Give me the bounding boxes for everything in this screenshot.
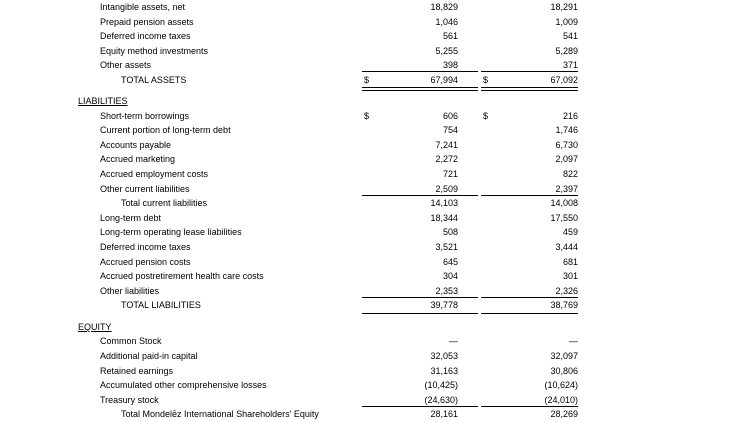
value-col2: — [569, 336, 578, 347]
value-col2: 6,730 [555, 139, 578, 150]
section-header [0, 94, 746, 109]
section-header [0, 320, 746, 335]
subtotal-rule [362, 313, 478, 314]
value-col1: 39,778 [430, 300, 458, 311]
currency-symbol: $ [483, 75, 489, 85]
row-label: Treasury stock [100, 394, 159, 405]
value-col1: 28,161 [430, 409, 458, 419]
table-row [0, 44, 746, 59]
row-label: Accrued employment costs [100, 169, 209, 179]
table-row [0, 196, 746, 211]
currency-symbol: $ [364, 75, 370, 85]
currency-symbol: $ [364, 110, 370, 121]
value-col1: 508 [442, 227, 458, 238]
subtotal-label: Total Mondelēz International Shareholders' Equity [121, 409, 319, 419]
row-label: Accrued pension costs [100, 256, 191, 267]
table-row [0, 269, 746, 284]
table-row [0, 378, 746, 393]
table-row [0, 0, 746, 15]
subtotal-label: Total current liabilities [121, 198, 208, 209]
value-col2: 1,746 [555, 125, 578, 136]
value-col2: 38,769 [550, 300, 578, 311]
value-col1: 754 [442, 125, 458, 136]
row-label: Deferred income taxes [100, 31, 191, 42]
value-col1: 18,344 [430, 212, 458, 223]
value-col1: 2,509 [435, 183, 458, 194]
value-col2: 14,008 [550, 198, 578, 209]
value-col2: 371 [562, 60, 578, 71]
total-double-rule [481, 87, 578, 91]
table-row [0, 407, 746, 422]
value-col2: 28,269 [550, 409, 578, 419]
value-col2: 67,092 [550, 75, 578, 85]
row-label: Accrued postretirement health care costs [100, 271, 264, 282]
value-col2: 459 [562, 227, 578, 238]
value-col1: 304 [442, 271, 458, 282]
value-col2: 541 [562, 31, 578, 42]
value-col2: 30,806 [550, 365, 578, 376]
row-label: Intangible assets, net [100, 2, 186, 12]
row-label: Prepaid pension assets [100, 16, 194, 27]
row-label: Accumulated other comprehensive losses [100, 380, 267, 391]
value-col1: 5,255 [435, 45, 458, 56]
value-col2: 32,097 [550, 351, 578, 361]
value-col2: (24,010) [544, 394, 578, 405]
table-row [0, 334, 746, 349]
table-row [0, 73, 746, 88]
section-title: LIABILITIES [78, 96, 128, 106]
row-label: Deferred income taxes [100, 242, 191, 252]
value-col2: 216 [562, 110, 578, 121]
value-col1: 645 [442, 256, 458, 267]
table-row [0, 225, 746, 240]
row-label: Short-term borrowings [100, 110, 190, 121]
row-label: Other liabilities [100, 285, 160, 296]
row-label: Accrued marketing [100, 154, 176, 165]
value-col1: 606 [442, 110, 458, 121]
value-col2: 2,097 [555, 154, 578, 165]
table-row [0, 123, 746, 138]
table-row [0, 15, 746, 30]
table-row [0, 211, 746, 226]
row-label: Common Stock [100, 336, 162, 347]
section-title: EQUITY [78, 321, 112, 332]
table-row [0, 109, 746, 124]
value-col1: 721 [442, 169, 458, 179]
value-col1: 561 [442, 31, 458, 42]
value-col1: 18,829 [430, 2, 458, 12]
value-col2: 3,444 [555, 242, 578, 252]
table-row [0, 349, 746, 364]
value-col2: 301 [562, 271, 578, 282]
subtotal-rule [362, 71, 478, 72]
value-col1: (24,630) [424, 394, 458, 405]
value-col2: 1,009 [555, 16, 578, 27]
table-row [0, 167, 746, 182]
row-label: Long-term operating lease liabilities [100, 227, 242, 238]
value-col2: 5,289 [555, 45, 578, 56]
value-col1: 2,353 [435, 285, 458, 296]
total-double-rule [362, 87, 478, 91]
row-label: Other current liabilities [100, 183, 190, 194]
value-col1: 2,272 [435, 154, 458, 165]
table-row [0, 152, 746, 167]
value-col2: 17,550 [550, 212, 578, 223]
value-col1: 32,053 [430, 351, 458, 361]
value-col2: (10,624) [544, 380, 578, 391]
value-col1: 14,103 [430, 198, 458, 209]
row-label: Long-term debt [100, 212, 162, 223]
value-col2: 2,397 [555, 183, 578, 194]
row-label: Equity method investments [100, 45, 209, 56]
subtotal-rule [481, 71, 578, 72]
table-row [0, 138, 746, 153]
row-label: Accounts payable [100, 139, 172, 150]
table-row [0, 364, 746, 379]
value-col1: 31,163 [430, 365, 458, 376]
total-label: TOTAL ASSETS [121, 75, 187, 85]
table-row [0, 29, 746, 44]
table-row [0, 240, 746, 255]
row-label: Additional paid-in capital [100, 351, 198, 361]
value-col1: 7,241 [435, 139, 458, 150]
value-col1: 398 [442, 60, 458, 71]
value-col1: 3,521 [435, 242, 458, 252]
value-col1: 1,046 [435, 16, 458, 27]
row-label: Other assets [100, 60, 152, 71]
value-col2: 681 [562, 256, 578, 267]
row-label: Retained earnings [100, 365, 174, 376]
value-col1: (10,425) [424, 380, 458, 391]
table-row [0, 298, 746, 313]
subtotal-rule [481, 313, 578, 314]
value-col2: 822 [562, 169, 578, 179]
value-col2: 2,326 [555, 285, 578, 296]
currency-symbol: $ [483, 110, 489, 121]
value-col1: 67,994 [430, 75, 458, 85]
value-col2: 18,291 [550, 2, 578, 12]
value-col1: — [449, 336, 458, 347]
row-label: Current portion of long-term debt [100, 125, 231, 136]
table-row [0, 255, 746, 270]
total-label: TOTAL LIABILITIES [121, 300, 201, 311]
